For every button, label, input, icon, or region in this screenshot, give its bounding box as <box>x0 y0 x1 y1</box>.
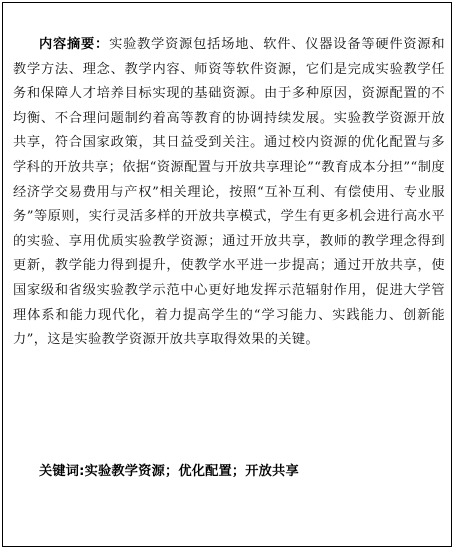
abstract-label: 内容摘要： <box>39 37 110 52</box>
document-page <box>2 2 452 547</box>
abstract-paragraph <box>13 33 445 353</box>
keywords-line: 关键词:实验教学资源；优化配置；开放共享 <box>39 464 299 479</box>
abstract-text: 实验教学资源包括场地、软件、仪器设备等硬件资源和教学方法、理念、教学内容、师资等软件资源，它们是完成实验教学任务和保障人才培养目标实现的基础资源。由于多种原因，资源配置的不均衡、不合理问题制约着高等教育的协调持续发展。实验教学资源开放共享，符合国家政策，其日益受到关注。通过校内资源的优化配置与多学科的开放共享；依据“资源配置与开放共享理论”“教育成本分担”“制度经济学交易费用与产权”相关理论，按照“互补互利、有偿使用、专业服务”等原则，实行灵活多样的开放共享模式，学生有更多机会进行高水平的实验、享用优质实验教学资源；通过开放共享，教师的教学理念得到更新，教学能力得到提升，使教学水平进一步提高；通过开放共享，使国家级和省级实验教学示范中心更好地发挥示范辐射作用，促进大学管理体系和能力现代化，着力提高学生的“学习能力、实践能力、创新能力”，这是实验教学资源开放共享取得效果的关键。 <box>13 37 445 348</box>
